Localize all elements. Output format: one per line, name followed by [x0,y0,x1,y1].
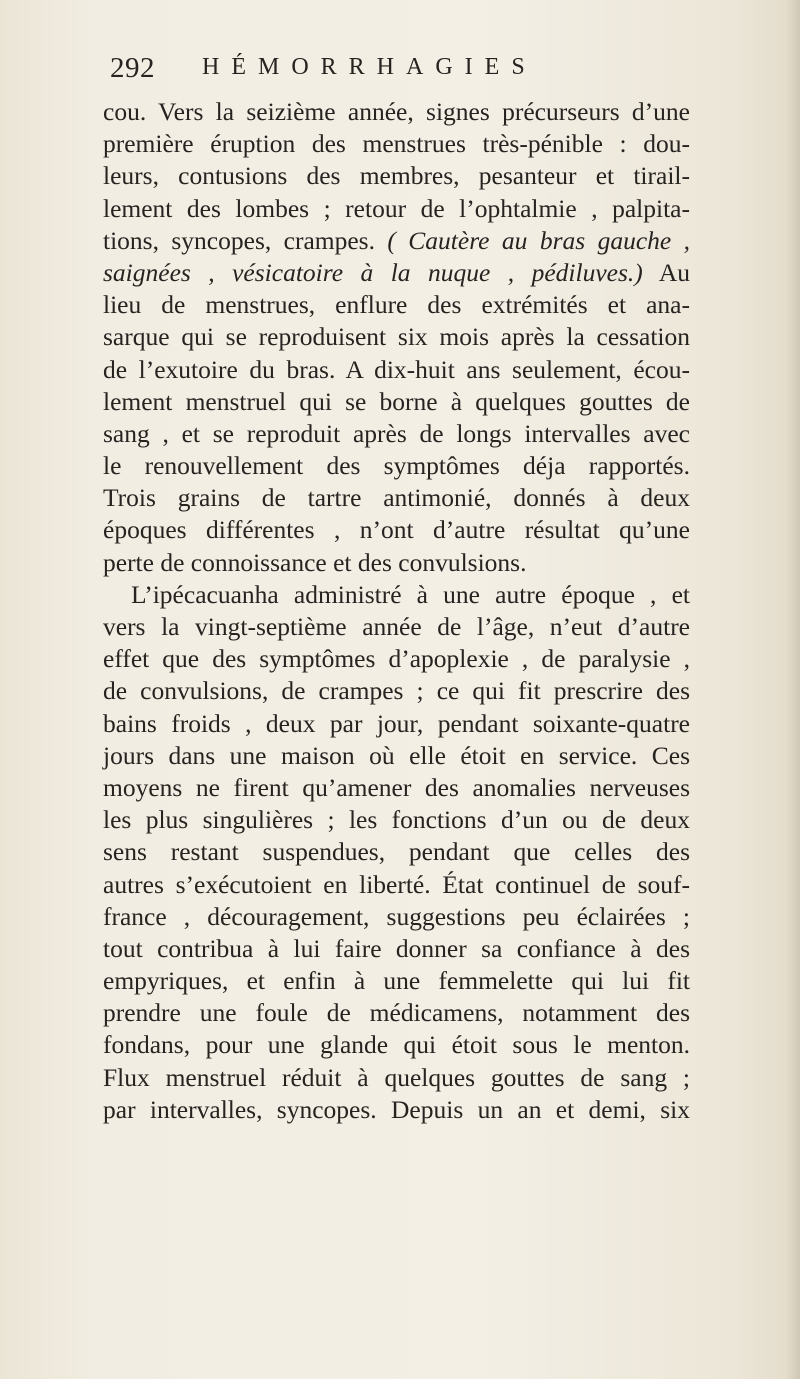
text-line-content: par intervalles, syncopes. Depuis un an et demi, six [103,1094,690,1124]
text-line [103,128,690,160]
text-line-content: sarque qui se reproduisent six mois après la cessation [103,322,690,352]
text-line [103,933,690,965]
text-line [103,321,690,353]
text-line [103,514,690,546]
text-line [103,965,690,997]
text-line-content: le renouvellement des symptômes déja rapportés. [103,451,690,481]
text-line [103,386,690,418]
text-line [103,675,690,707]
text-line-content: moyens ne firent qu’amener des anomalies nerveuses [103,772,690,802]
text-line-content: lement menstruel qui se borne à quelques gouttes de [103,386,690,416]
text-line [103,160,690,192]
text-line-content: sang , et se reproduit après de longs intervalles avec [103,418,690,448]
text-line [103,1029,690,1061]
text-line-content: de convulsions, de crampes ; ce qui fit prescrire des [103,676,690,706]
text-line [103,643,690,675]
text-line-content: perte de connoissance et des convulsions. [103,547,527,577]
text-line-italic: saignées , vésicatoire à la nuque , pédiluves.) [103,257,643,287]
text-line-content: fondans, pour une glande qui étoit sous le menton. [103,1030,690,1060]
text-line [103,418,690,450]
text-line-content: sens restant suspendues, pendant que celles des [103,837,690,867]
page-edge-shadow [786,0,800,1379]
text-line [103,772,690,804]
text-line [103,997,690,1029]
text-line-content: L’ipécacuanha administré à une autre époque , et [131,579,690,609]
text-line-content: france , découragement, suggestions peu éclairées ; [103,901,690,931]
text-line-content: leurs, contusions des membres, pesanteur et tirail- [103,161,690,191]
text-line-content: Flux menstruel réduit à quelques gouttes de sang ; [103,1062,690,1092]
text-line [103,836,690,868]
text-line-content: empyriques, et enfin à une femmelette qui lui fit [103,966,690,996]
text-line [103,547,690,579]
text-line [103,708,690,740]
text-line-content: de l’exutoire du bras. A dix-huit ans seulement, écou- [103,354,690,384]
body-text [103,96,690,1126]
text-line [103,740,690,772]
running-head: HÉMORRHAGIES [202,54,537,80]
text-line [103,611,690,643]
text-line [103,579,690,611]
text-line-roman: tions, syncopes, crampes. [103,225,388,255]
text-line-content: époques différentes , n’ont d’autre résultat qu’une [103,515,690,545]
text-line-content: effet que des symptômes d’apoplexie , de paralysie , [103,644,690,674]
text-line [103,901,690,933]
text-line-content: première éruption des menstrues très-pénible : dou- [103,129,690,159]
text-line [103,354,690,386]
text-line [103,225,690,257]
text-line [103,450,690,482]
text-line [103,289,690,321]
text-line-content: Trois grains de tartre antimonié, donnés à deux [103,483,690,513]
text-line-content: tout contribua à lui faire donner sa confiance à des [103,933,690,963]
text-line [103,804,690,836]
text-line-content: autres s’exécutoient en liberté. État continuel de souf- [103,869,690,899]
text-line-content: les plus singulières ; les fonctions d’un ou de deux [103,805,690,835]
page-number: 292 [110,52,155,84]
text-line-content: cou. Vers la seizième année, signes précurseurs d’une [103,97,690,126]
text-line-content: vers la vingt-septième année de l’âge, n’eut d’autre [103,612,690,641]
text-line [103,193,690,225]
text-line-content: lieu de menstrues, enflure des extrémités et ana- [103,290,690,320]
text-line [103,482,690,514]
text-line [103,96,690,128]
page-header [110,52,670,92]
text-line [103,869,690,901]
text-line-content: lement des lombes ; retour de l’ophtalmie , palpita- [103,193,690,223]
text-line-roman: Au [642,257,690,287]
text-line-italic: ( Cautère au bras gauche , [387,225,690,255]
text-line-content: prendre une foule de médicamens, notamment des [103,998,690,1028]
text-line [103,1094,690,1126]
text-line [103,257,690,289]
text-line [103,1062,690,1094]
text-line-content: jours dans une maison où elle étoit en service. Ces [103,740,690,770]
text-line-content: bains froids , deux par jour, pendant soixante-quatre [103,708,690,738]
